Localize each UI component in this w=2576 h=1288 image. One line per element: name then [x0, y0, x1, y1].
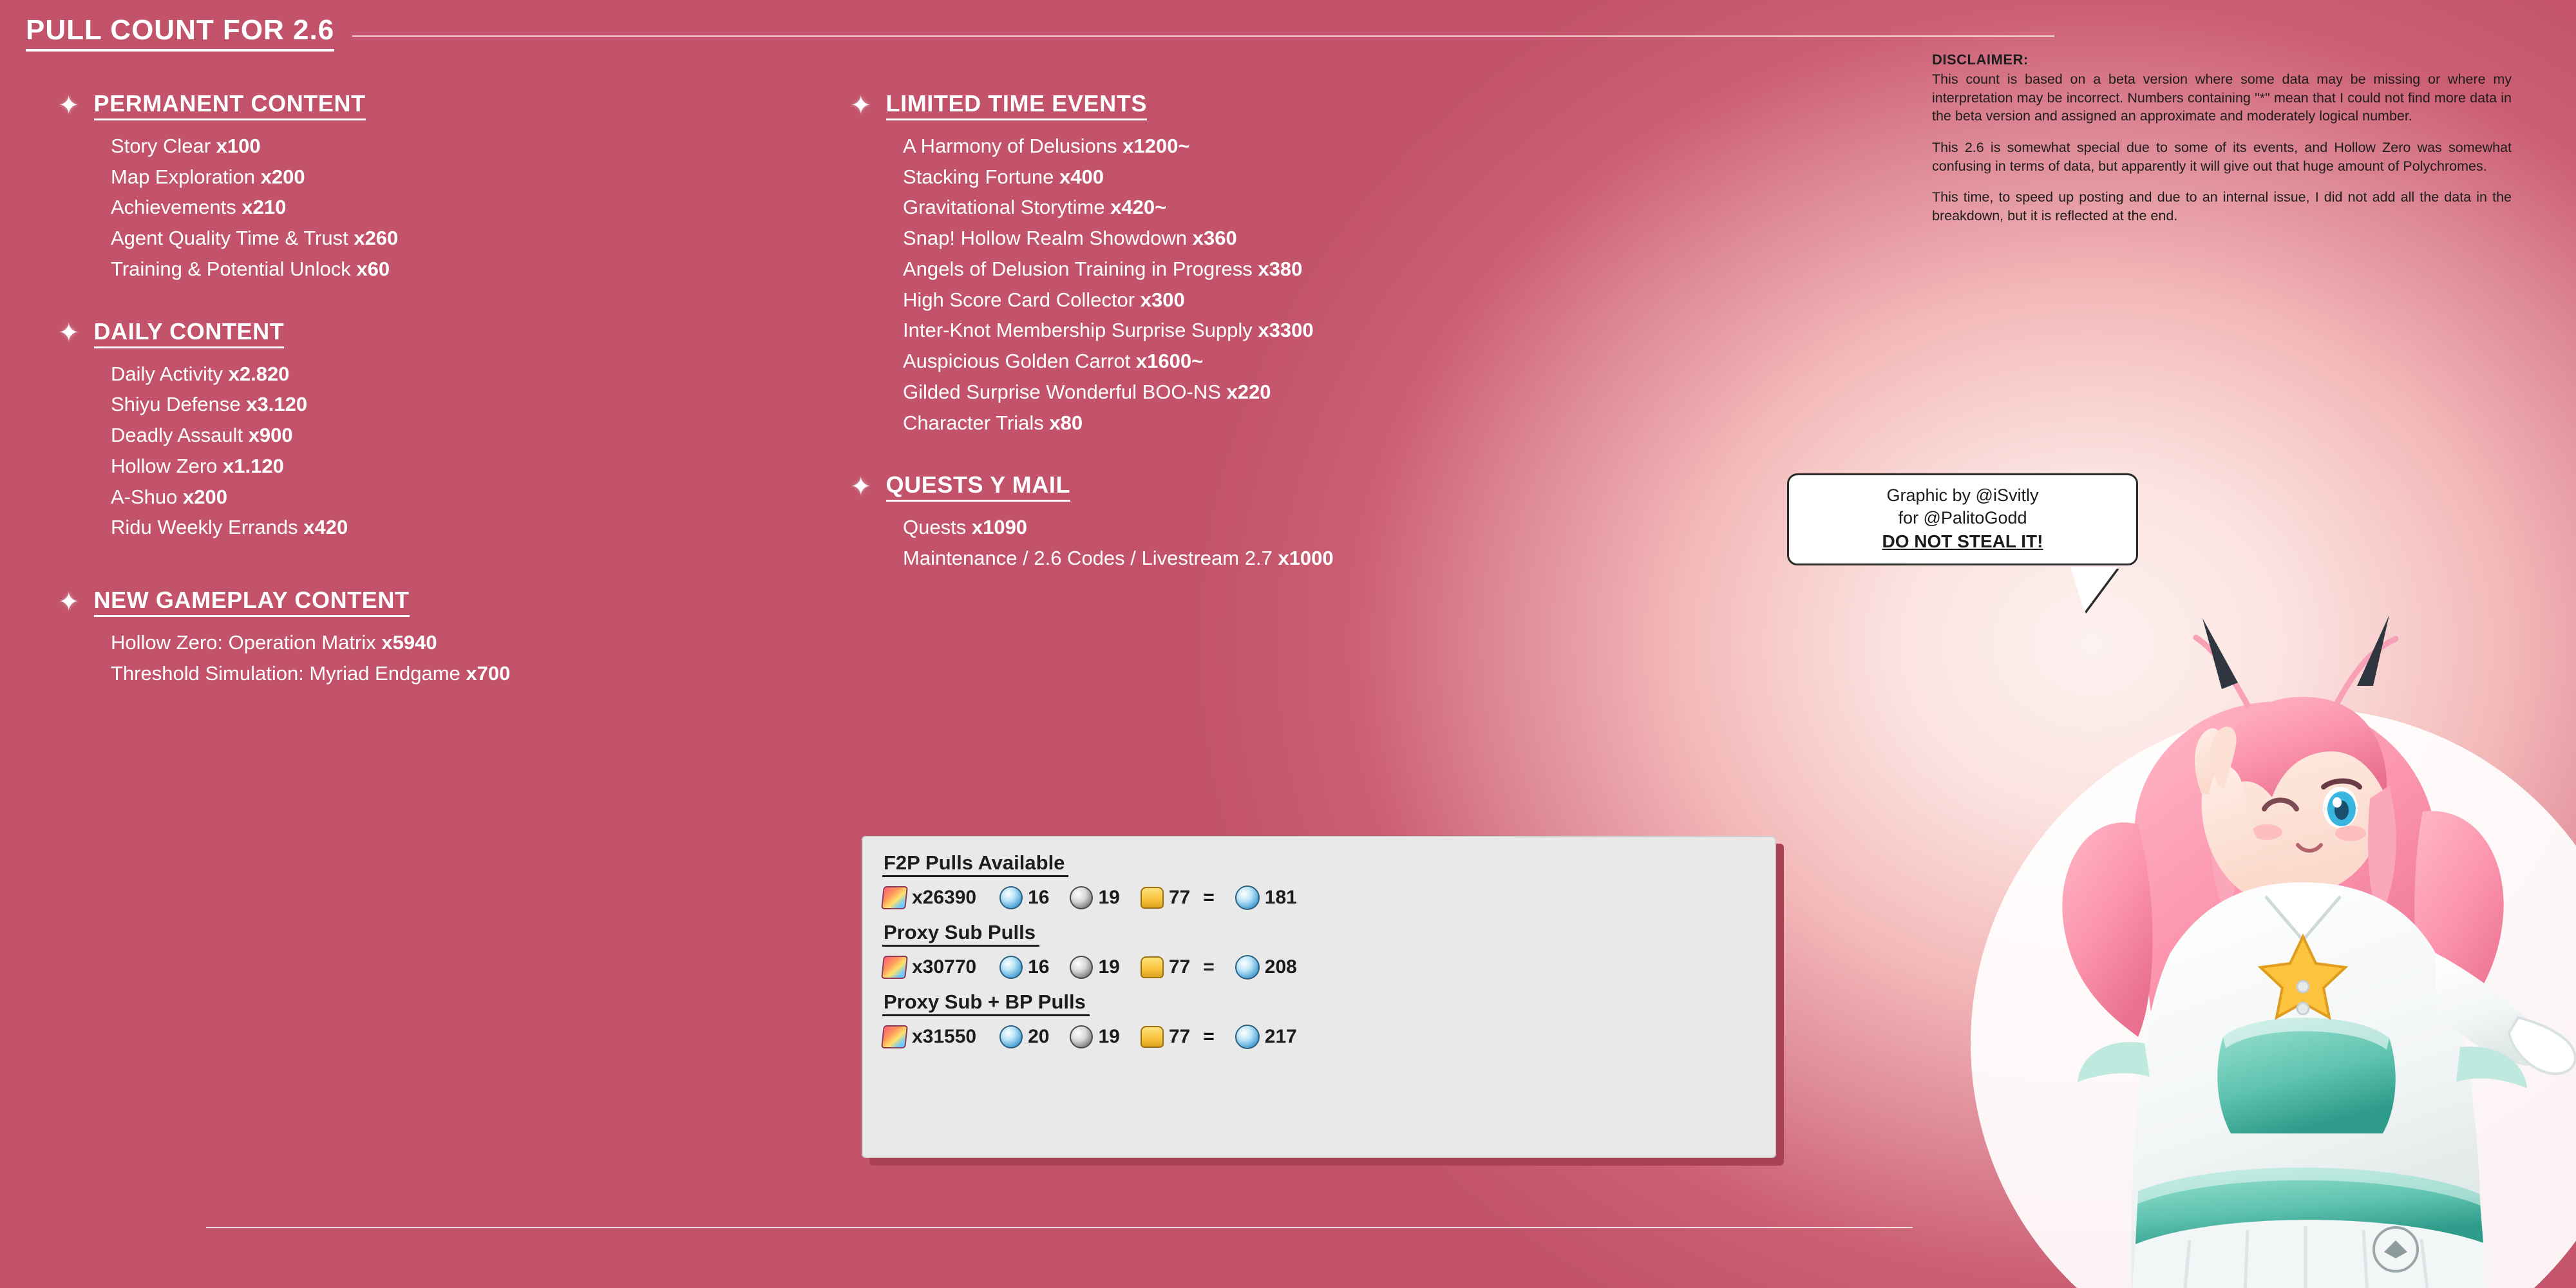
boopon-cell — [1141, 887, 1190, 909]
entry-value: x210 — [242, 196, 287, 219]
pull-group-title: F2P Pulls Available — [882, 851, 1068, 877]
section-permanent-content — [58, 90, 799, 285]
encrypted-master-tape-value: 20 — [1028, 1026, 1050, 1047]
section-header — [850, 471, 1655, 502]
sparkle-icon: ✦ — [58, 319, 80, 348]
entry-value: x300 — [1140, 288, 1185, 311]
list-item — [850, 346, 1655, 377]
entry-label: Inter-Knot Membership Surprise Supply — [903, 319, 1253, 342]
section-header — [850, 90, 1655, 120]
list-item — [58, 482, 799, 513]
section-header — [58, 318, 799, 348]
polychrome-icon — [881, 956, 908, 979]
pull-group-title: Proxy Sub + BP Pulls — [882, 990, 1090, 1016]
sparkle-icon: ✦ — [58, 91, 80, 120]
list-item — [58, 389, 799, 420]
pulls-summary-panel — [862, 836, 1776, 1158]
entry-value: x200 — [183, 485, 227, 508]
section-title: PERMANENT CONTENT — [94, 90, 366, 120]
encrypted-master-tape-icon — [999, 1025, 1023, 1048]
entry-label: Hollow Zero — [111, 454, 218, 477]
sparkle-icon: ✦ — [850, 472, 872, 501]
bottom-divider — [206, 1227, 1913, 1228]
section-daily-content — [58, 318, 799, 543]
entry-label: Achievements — [111, 196, 236, 219]
entry-value: x260 — [354, 227, 399, 250]
entry-value: x200 — [260, 165, 305, 188]
character-illustration — [1945, 592, 2576, 1288]
encrypted-master-tape-cell — [999, 956, 1049, 979]
disclaimer-paragraph-1: This count is based on a beta version where some data may be missing or where my interpretation may be incorrect. Numbers containing "*" mean that I could not find more data in the beta version and assigned an approximate and moderately logical number. — [1932, 71, 2512, 124]
entry-value: x100 — [216, 135, 261, 157]
list-item — [58, 627, 799, 658]
polychrome-value: x26390 — [912, 887, 977, 908]
list-item — [850, 254, 1655, 285]
list-item — [58, 192, 799, 223]
section-title: QUESTS Y MAIL — [886, 471, 1071, 502]
total-pulls-icon — [1235, 955, 1260, 980]
polychrome-value: x31550 — [912, 1026, 977, 1047]
total-pulls-icon — [1235, 1025, 1260, 1049]
boopon-value: 77 — [1168, 956, 1191, 978]
master-tape-value: 19 — [1098, 1026, 1120, 1047]
speech-bubble-tail — [2070, 567, 2118, 612]
entry-value: x400 — [1059, 165, 1104, 188]
list-item — [58, 131, 799, 162]
boopon-value: 77 — [1168, 1026, 1191, 1047]
entry-value: x60 — [356, 257, 390, 280]
encrypted-master-tape-value: 16 — [1028, 956, 1050, 978]
list-item — [850, 223, 1655, 254]
list-item — [850, 162, 1655, 193]
section-quests-y-mail — [850, 471, 1655, 573]
page-title-row — [26, 14, 2054, 52]
section-title: DAILY CONTENT — [94, 318, 285, 348]
list-item — [58, 223, 799, 254]
master-tape-icon — [1070, 956, 1093, 979]
pull-group-proxy-sub — [882, 921, 1756, 984]
list-item — [58, 512, 799, 543]
master-tape-value: 19 — [1098, 956, 1120, 978]
entry-value: x1200~ — [1122, 135, 1190, 157]
entry-value: x5940 — [381, 631, 437, 654]
entry-label: Snap! Hollow Realm Showdown — [903, 227, 1188, 250]
disclaimer-block — [1932, 50, 2512, 225]
boopon-icon — [1141, 956, 1164, 978]
entry-label: Threshold Simulation: Myriad Endgame — [111, 661, 460, 685]
boopon-icon — [1141, 887, 1164, 909]
total-pulls-cell — [1235, 886, 1297, 910]
encrypted-master-tape-cell — [999, 886, 1049, 909]
list-item — [58, 254, 799, 285]
polychrome-cell — [882, 956, 976, 979]
list-item — [850, 512, 1655, 543]
master-tape-cell — [1070, 1025, 1119, 1048]
entry-label: A Harmony of Delusions — [903, 135, 1117, 157]
pull-group-title: Proxy Sub Pulls — [882, 921, 1039, 947]
table-row — [882, 951, 1756, 984]
entry-value: x1.120 — [223, 454, 284, 477]
equals-sign: = — [1203, 1026, 1215, 1047]
polychrome-icon — [881, 886, 908, 909]
entry-label: Agent Quality Time & Trust — [111, 227, 348, 250]
disclaimer-paragraph-2: This 2.6 is somewhat special due to some of its events, and Hollow Zero was somewhat confusing in terms of data, but apparently it will give out that huge amount of Polychromes. — [1932, 140, 2512, 174]
boopon-cell — [1141, 1026, 1190, 1048]
entry-label: Deadly Assault — [111, 424, 243, 447]
polychrome-icon — [881, 1025, 908, 1048]
entry-label: Character Trials — [903, 411, 1044, 434]
list-item — [58, 658, 799, 689]
polychrome-value: x30770 — [912, 956, 977, 978]
list-item — [850, 543, 1655, 574]
entry-value: x2.820 — [228, 362, 290, 385]
entry-label: Gravitational Storytime — [903, 196, 1105, 219]
credit-warning: DO NOT STEAL IT! — [1882, 531, 2043, 552]
pull-group-f2p — [882, 851, 1756, 914]
credit-line-1: Graphic by @iSvitly — [1886, 486, 2039, 505]
boopon-cell — [1141, 956, 1190, 978]
entry-label: Daily Activity — [111, 362, 223, 385]
entry-label: Training & Potential Unlock — [111, 257, 351, 280]
total-pulls-value: 181 — [1264, 887, 1297, 908]
encrypted-master-tape-value: 16 — [1028, 887, 1050, 908]
section-title: NEW GAMEPLAY CONTENT — [94, 587, 410, 617]
master-tape-icon — [1070, 886, 1093, 909]
entry-value: x700 — [466, 661, 511, 685]
list-item — [58, 359, 799, 390]
entry-label: A-Shuo — [111, 485, 178, 508]
credit-speech-bubble — [1787, 473, 2138, 565]
polychrome-cell — [882, 1025, 976, 1048]
list-item — [850, 192, 1655, 223]
list-item — [58, 420, 799, 451]
entry-label: Map Exploration — [111, 165, 256, 188]
credit-line-2: for @PalitoGodd — [1898, 507, 2027, 527]
entry-value: x1090 — [971, 516, 1028, 539]
list-item — [58, 451, 799, 482]
master-tape-value: 19 — [1098, 887, 1120, 908]
entry-label: Hollow Zero: Operation Matrix — [111, 631, 376, 654]
entry-value: x360 — [1192, 227, 1237, 250]
total-pulls-icon — [1235, 886, 1260, 910]
list-item — [850, 377, 1655, 408]
pull-group-proxy-sub-bp — [882, 990, 1756, 1054]
entry-label: Ridu Weekly Errands — [111, 516, 298, 539]
sparkle-icon: ✦ — [850, 91, 872, 120]
entry-label: Angels of Delusion Training in Progress — [903, 257, 1253, 280]
entry-label: Story Clear — [111, 135, 211, 157]
middle-column — [850, 90, 1655, 596]
entry-value: x1600~ — [1135, 350, 1204, 373]
master-tape-cell — [1070, 956, 1119, 979]
disclaimer-title: DISCLAIMER: — [1932, 52, 2029, 68]
section-header — [58, 587, 799, 617]
entry-value: x3300 — [1258, 319, 1314, 342]
entry-value: x3.120 — [246, 393, 308, 416]
section-title: LIMITED TIME EVENTS — [886, 90, 1147, 120]
entry-label: High Score Card Collector — [903, 288, 1135, 311]
entry-value: x1000 — [1278, 547, 1334, 570]
master-tape-cell — [1070, 886, 1119, 909]
entry-value: x900 — [248, 424, 293, 447]
left-column — [58, 90, 799, 711]
encrypted-master-tape-icon — [999, 956, 1023, 979]
polychrome-cell — [882, 886, 976, 909]
total-pulls-cell — [1235, 1025, 1297, 1049]
list-item — [58, 162, 799, 193]
total-pulls-value: 217 — [1264, 1026, 1297, 1047]
equals-sign: = — [1203, 887, 1215, 908]
list-item — [850, 315, 1655, 346]
encrypted-master-tape-cell — [999, 1025, 1049, 1048]
disclaimer-paragraph-3: This time, to speed up posting and due to an internal issue, I did not add all the data in the breakdown, but it is reflected at the end. — [1932, 189, 2512, 223]
list-item — [850, 408, 1655, 439]
list-item — [850, 285, 1655, 316]
boopon-value: 77 — [1168, 887, 1191, 908]
section-limited-time-events — [850, 90, 1655, 438]
entry-label: Stacking Fortune — [903, 165, 1054, 188]
entry-label: Shiyu Defense — [111, 393, 241, 416]
entry-value: x420~ — [1110, 196, 1167, 219]
table-row — [882, 1020, 1756, 1054]
entry-label: Gilded Surprise Wonderful BOO-NS — [903, 380, 1221, 403]
entry-label: Maintenance / 2.6 Codes / Livestream 2.7 — [903, 547, 1273, 570]
total-pulls-value: 208 — [1264, 956, 1297, 978]
entry-label: Quests — [903, 516, 967, 539]
sparkle-icon: ✦ — [58, 587, 80, 616]
list-item — [850, 131, 1655, 162]
entry-label: Auspicious Golden Carrot — [903, 350, 1131, 373]
section-new-gameplay-content — [58, 587, 799, 688]
title-divider — [352, 35, 2054, 37]
entry-value: x80 — [1049, 411, 1083, 434]
boopon-icon — [1141, 1026, 1164, 1048]
section-header — [58, 90, 799, 120]
equals-sign: = — [1203, 956, 1215, 978]
encrypted-master-tape-icon — [999, 886, 1023, 909]
master-tape-icon — [1070, 1025, 1093, 1048]
entry-value: x380 — [1258, 257, 1303, 280]
page-title: PULL COUNT FOR 2.6 — [26, 14, 334, 52]
total-pulls-cell — [1235, 955, 1297, 980]
entry-value: x220 — [1226, 380, 1271, 403]
table-row — [882, 881, 1756, 914]
entry-value: x420 — [303, 516, 348, 539]
